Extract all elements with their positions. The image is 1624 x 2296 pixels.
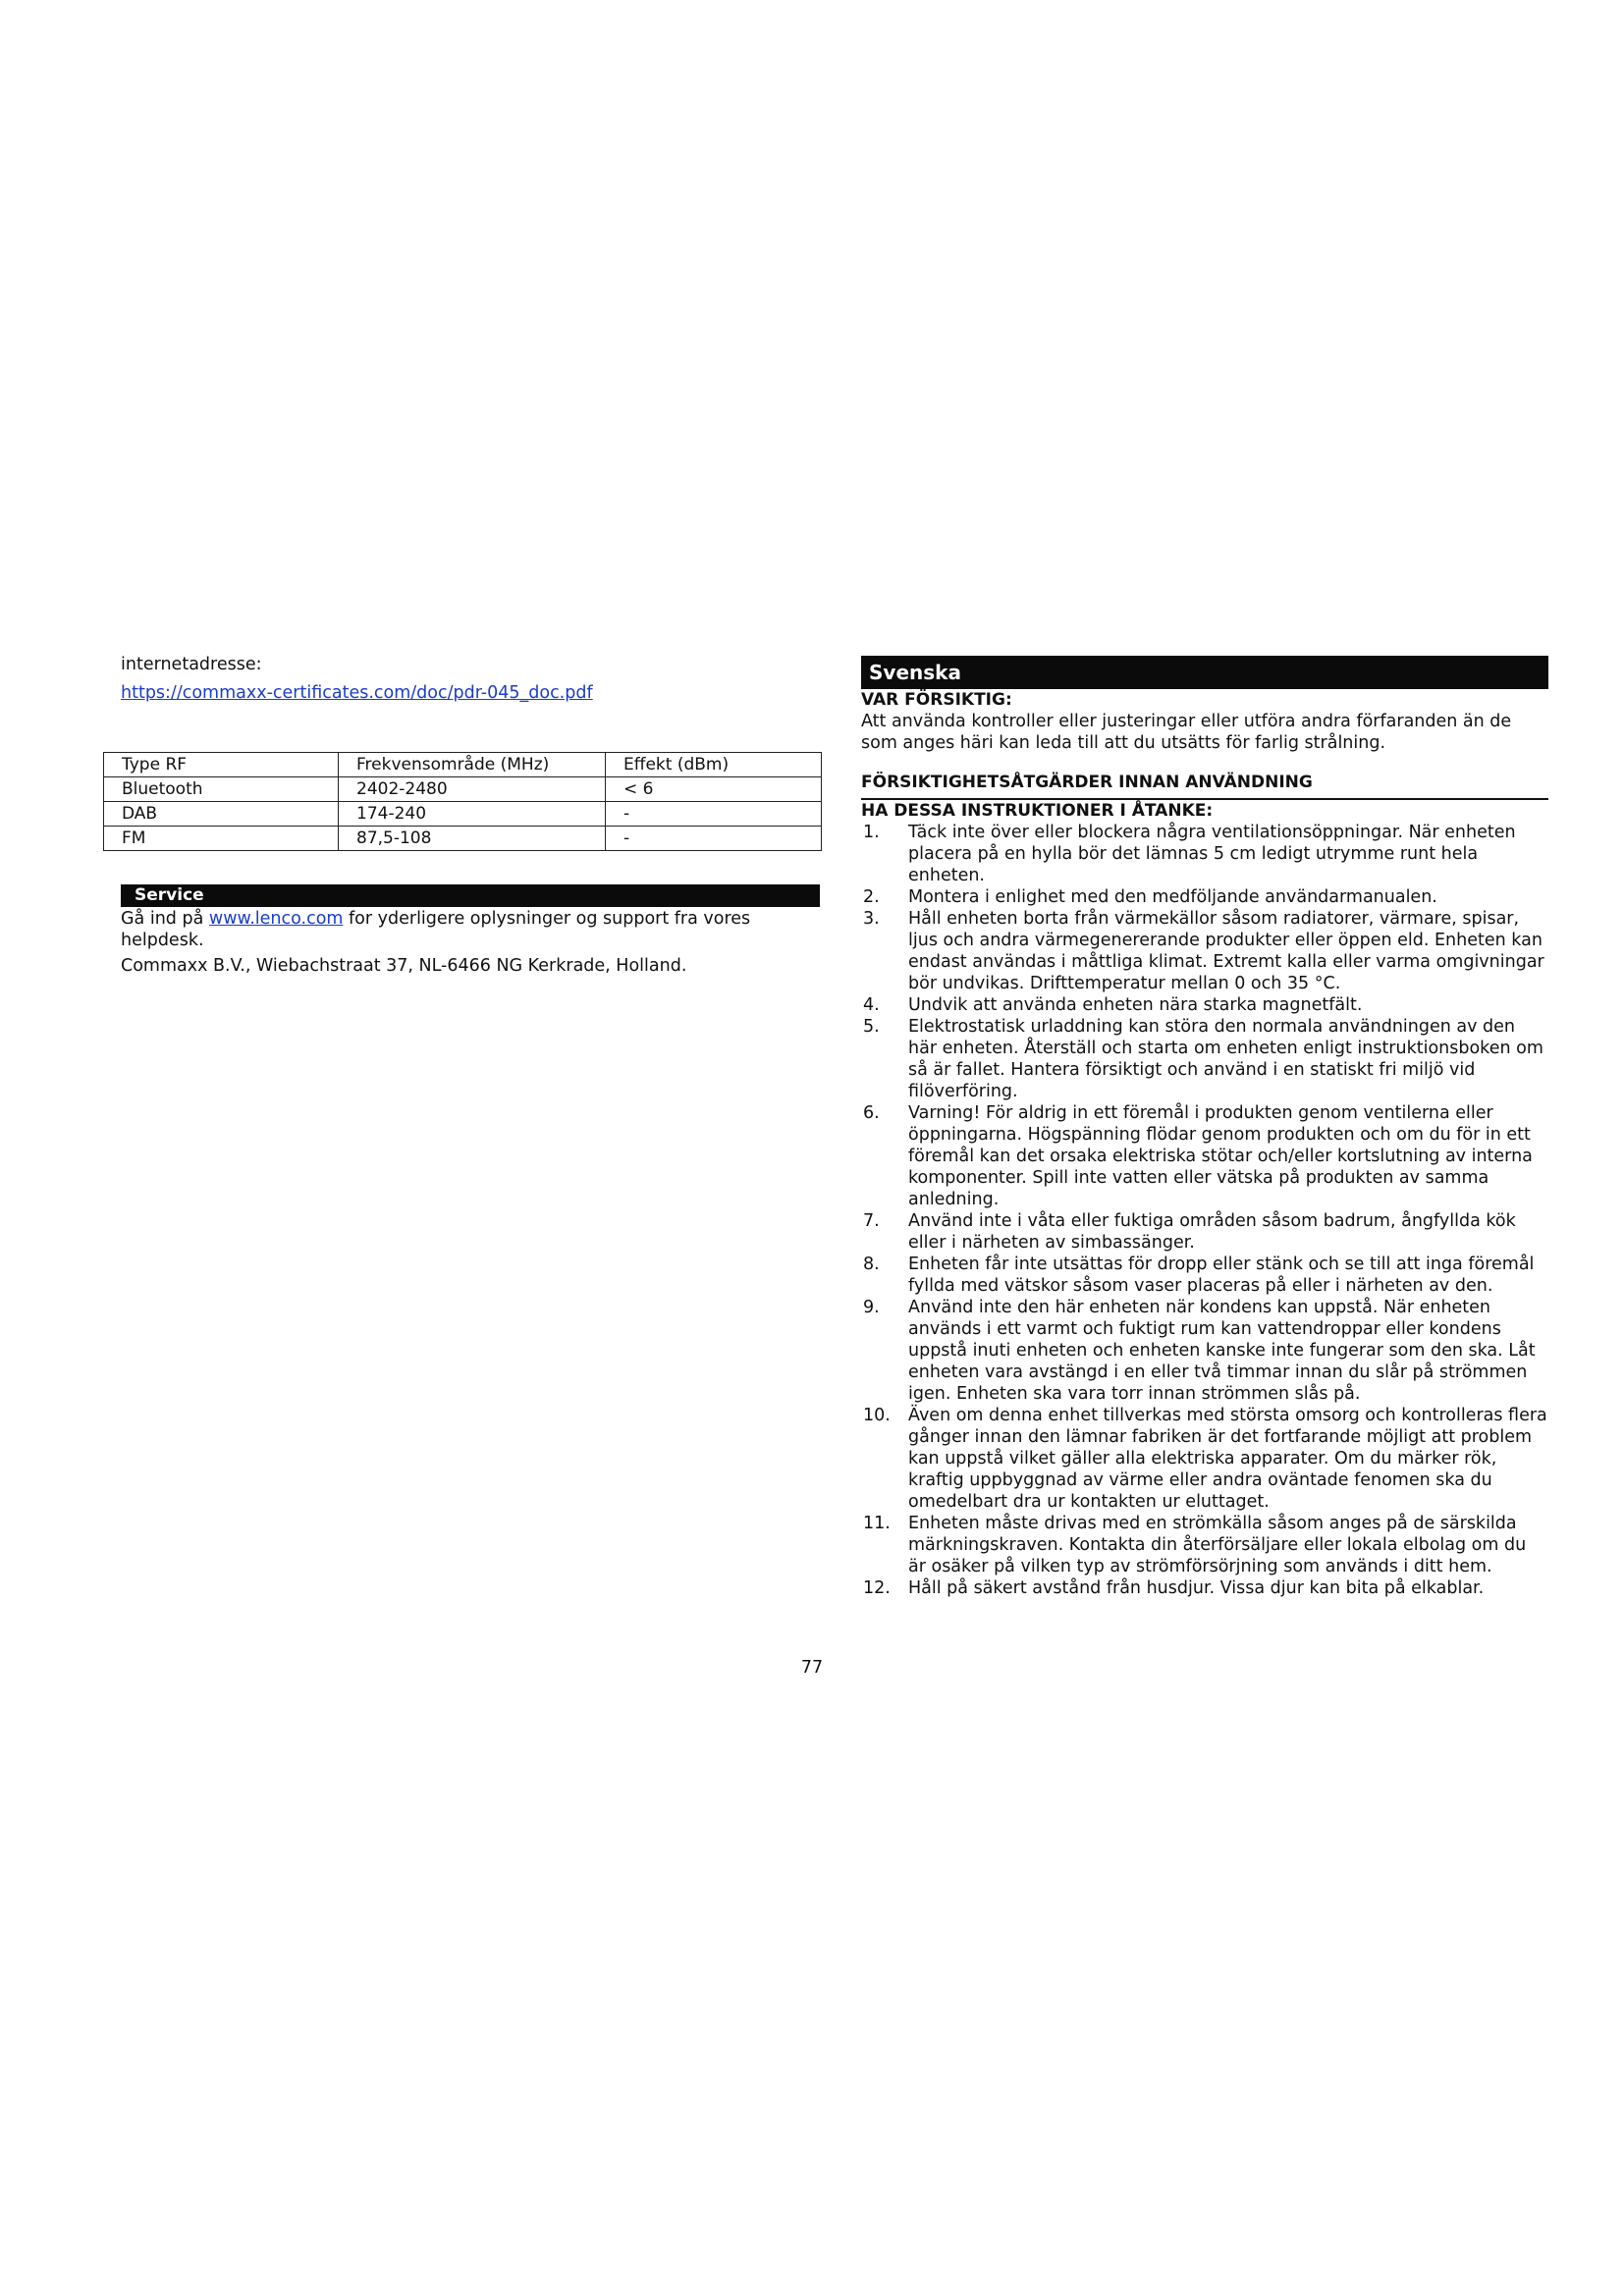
cell-power: - (606, 802, 822, 827)
lenco-link[interactable]: www.lenco.com (208, 909, 344, 929)
cell-type: Bluetooth (104, 777, 339, 802)
item-text: Montera i enlighet med den medföljande användarmanualen. (908, 887, 1437, 907)
item-text: Varning! För aldrig in ett föremål i produkten genom ventilerna eller öppningarna. Högspänning flödar genom produkten och om du för in ett föremål kan det orsaka elektriska stötar och/eller kortslutning av interna komponenter. Spill inte vatten eller vätska på produkten av samma anledning. (908, 1103, 1533, 1209)
item-number: 1. (863, 823, 880, 842)
certificate-link[interactable]: https://commaxx-certificates.com/doc/pdr-045_doc.pdf (121, 683, 593, 703)
service-heading: Service (121, 884, 820, 907)
item-number: 8. (863, 1255, 880, 1274)
safety-instructions-list (861, 822, 1548, 1599)
caution-text: Att använda kontroller eller justeringar eller utföra andra förfaranden än de som anges häri kan leda till att du utsätts för farlig strålning. (861, 712, 1512, 753)
item-text: Elektrostatisk urladdning kan störa den normala användningen av den här enheten. Återställ och starta om enheten enligt instruktionsboken om så är fallet. Hantera försiktigt och använd i en statiskt fri miljö vid filöverföring. (908, 1017, 1543, 1101)
list-item (861, 1405, 1548, 1513)
table-header-row (104, 753, 822, 777)
service-text (121, 908, 820, 951)
item-text: Håll på säkert avstånd från husdjur. Vissa djur kan bita på elkablar. (908, 1578, 1485, 1598)
item-number: 7. (863, 1211, 880, 1231)
item-text: Använd inte den här enheten när kondens kan uppstå. När enheten används i ett varmt och fuktigt rum kan vattendroppar eller kondens uppstå inuti enheten och enheten kanske inte fungerar som den ska. Låt enheten vara avstängd i en eller två timmar innan du slår på strömmen igen. Enheten ska vara torr innan strömmen slås på. (908, 1298, 1536, 1404)
item-text: Undvik att använda enheten nära starka magnetfält. (908, 995, 1363, 1015)
cell-power: < 6 (606, 777, 822, 802)
list-item (861, 1102, 1548, 1210)
cell-type: FM (104, 827, 339, 851)
col-header-power: Effekt (dBm) (606, 753, 822, 777)
item-number: 6. (863, 1103, 880, 1123)
item-number: 4. (863, 995, 880, 1015)
cell-frequency: 2402-2480 (339, 777, 606, 802)
page-number: 77 (800, 1658, 824, 1678)
item-number: 2. (863, 887, 880, 907)
list-item (861, 1297, 1548, 1405)
list-item (861, 822, 1548, 886)
item-text: Enheten får inte utsättas för dropp eller stänk och se till att inga föremål fyllda med vätskor såsom vaser placeras på eller i närheten av den. (908, 1255, 1535, 1296)
cell-power: - (606, 827, 822, 851)
service-text-after: for yderligere oplysninger og support fra vores helpdesk. (121, 909, 751, 950)
list-item (861, 1210, 1548, 1254)
item-text: Täck inte över eller blockera några ventilationsöppningar. När enheten placera på en hylla bör det lämnas 5 cm ledigt utrymme runt hela enheten. (908, 823, 1516, 885)
caution-heading: VAR FÖRSIKTIG: (861, 690, 1012, 710)
list-item (861, 1513, 1548, 1577)
table-row (104, 802, 822, 827)
service-text-before: Gå ind på (121, 909, 209, 929)
list-item (861, 1254, 1548, 1297)
item-text: Även om denna enhet tillverkas med största omsorg och kontrolleras flera gånger innan den lämnar fabriken är det fortfarande möjligt att problem kan uppstå vilket gäller alla elektriska apparater. Om du märker rök, kraftig uppbyggnad av värme eller andra oväntade fenomen ska du omedelbart dra ur kontakten ur eluttaget. (908, 1406, 1547, 1512)
item-number: 5. (863, 1017, 880, 1037)
list-item (861, 886, 1548, 908)
cell-frequency: 174-240 (339, 802, 606, 827)
section-title: Svenska (861, 656, 1548, 689)
list-item (861, 994, 1548, 1016)
keep-instructions-heading: HA DESSA INSTRUKTIONER I ÅTANKE: (861, 801, 1214, 821)
item-number: 3. (863, 909, 880, 929)
company-address: Commaxx B.V., Wiebachstraat 37, NL-6466 NG Kerkrade, Holland. (121, 956, 687, 976)
cell-frequency: 87,5-108 (339, 827, 606, 851)
precautions-heading: FÖRSIKTIGHETSÅTGÄRDER INNAN ANVÄNDNING (861, 773, 1313, 792)
item-text: Håll enheten borta från värmekällor såsom radiatorer, värmare, spisar, ljus och andra värmegenererande produkter eller öppen eld. Enheten kan endast användas i måttliga klimat. Extremt kalla eller varma omgivningar bör undvikas. Drifttemperatur mellan 0 och 35 °C. (908, 909, 1544, 993)
table-row (104, 777, 822, 802)
list-item (861, 1577, 1548, 1599)
item-text: Enheten måste drivas med en strömkälla såsom anges på de särskilda märkningskraven. Kontakta din återförsäljare eller lokala elbolag om du är osäker på vilken typ av strömförsörjning som används i ditt hem. (908, 1514, 1527, 1576)
item-number: 9. (863, 1298, 880, 1317)
rf-table (103, 752, 822, 851)
item-number: 11. (863, 1514, 891, 1533)
internet-address-label: internetadresse: (121, 655, 262, 674)
col-header-frequency: Frekvensområde (MHz) (339, 753, 606, 777)
list-item (861, 908, 1548, 994)
col-header-type: Type RF (104, 753, 339, 777)
item-number: 12. (863, 1578, 891, 1598)
item-number: 10. (863, 1406, 891, 1425)
table-row (104, 827, 822, 851)
item-text: Använd inte i våta eller fuktiga områden såsom badrum, ångfyllda kök eller i närheten av simbassänger. (908, 1211, 1516, 1253)
list-item (861, 1016, 1548, 1102)
cell-type: DAB (104, 802, 339, 827)
